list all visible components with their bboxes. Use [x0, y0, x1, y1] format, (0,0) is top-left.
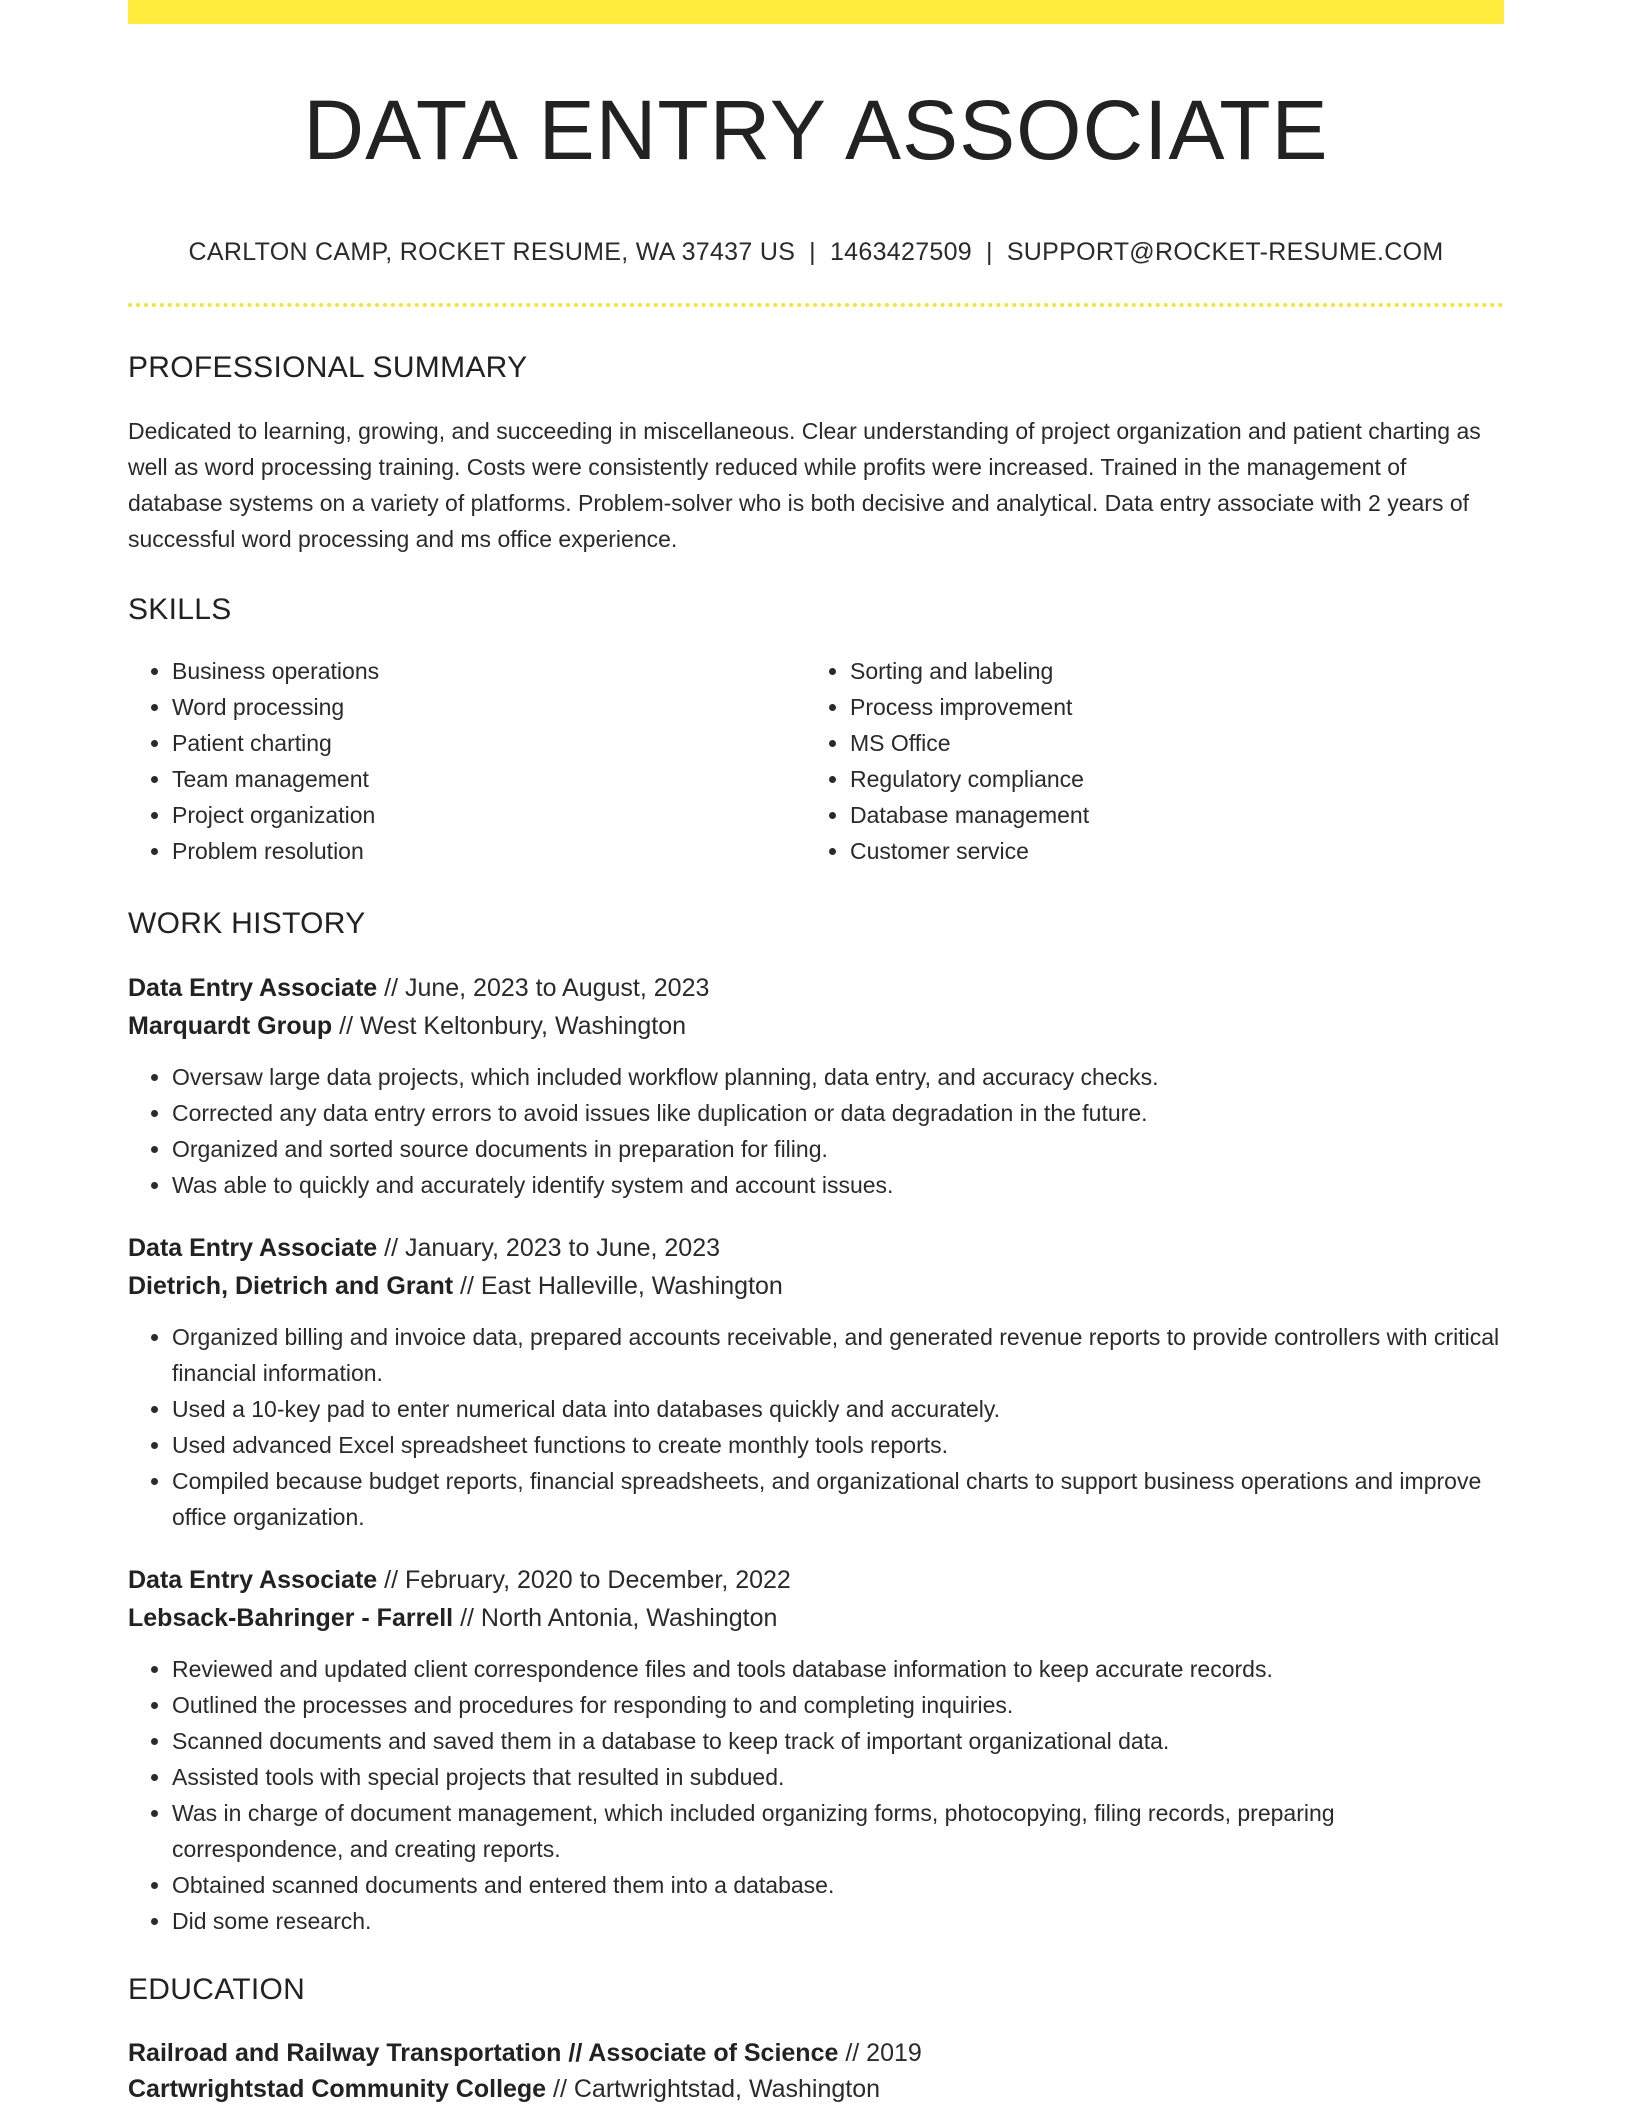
job-bullet: • Did some research.: [172, 1903, 1504, 1939]
education-year: // 2019: [838, 2039, 922, 2068]
job-bullet: • Oversaw large data projects, which included workflow planning, data entry, and accuracy checks.: [172, 1059, 1504, 1095]
job-bullet: • Obtained scanned documents and entered them into a database.: [172, 1867, 1504, 1903]
resume-page: [128, 24, 1504, 2107]
skill-item: • Word processing: [172, 689, 806, 725]
job-company: Marquardt Group: [128, 1012, 333, 1041]
job-location: // West Keltonbury, Washington: [332, 1012, 687, 1041]
job-position-line: [128, 1229, 1504, 1267]
education-entry: [128, 2035, 1504, 2107]
job-bullet: • Was in charge of document management, which included organizing forms, photocopying, filing records, preparing correspondence, and creating reports.: [172, 1795, 1504, 1867]
job-entry: [128, 969, 1504, 1203]
job-bullets: [128, 1319, 1504, 1535]
contact-email: SUPPORT@ROCKET-RESUME.COM: [1006, 238, 1444, 267]
skill-item: • Patient charting: [172, 725, 806, 761]
skills-list-right: [806, 653, 1484, 869]
skill-item: • Database management: [850, 797, 1484, 833]
job-position-line: [128, 969, 1504, 1007]
summary-text: Dedicated to learning, growing, and succeeding in miscellaneous. Clear understanding of project organization and patient charting as well as word processing training. Costs were consistently reduced while profits were increased. Trained in the management of database systems on a variety of platforms. Problem-solver who is both decisive and analytical. Data entry associate with 2 years of successful word processing and ms office experience.: [128, 418, 1481, 553]
section-title-work-history: WORK HISTORY: [128, 907, 366, 941]
skill-item: • Team management: [172, 761, 806, 797]
job-company: Lebsack-Bahringer - Farrell: [128, 1604, 454, 1633]
section-title-summary: PROFESSIONAL SUMMARY: [128, 351, 528, 385]
job-bullet: • Organized billing and invoice data, prepared accounts receivable, and generated revenue reports to provide controllers with critical financial information.: [172, 1319, 1504, 1391]
job-bullets: [128, 1059, 1504, 1203]
skills-list-left: [128, 653, 806, 869]
education-degree: Railroad and Railway Transportation // Associate of Science: [128, 2039, 839, 2068]
skills-columns: [128, 653, 1504, 869]
skill-item: • Process improvement: [850, 689, 1484, 725]
section-title-education: EDUCATION: [128, 1973, 306, 2007]
contact-address: CARLTON CAMP, ROCKET RESUME, WA 37437 US: [188, 238, 796, 267]
job-position: Data Entry Associate: [128, 974, 378, 1003]
job-company: Dietrich, Dietrich and Grant: [128, 1272, 454, 1301]
job-bullet: • Reviewed and updated client correspondence files and tools database information to keep accurate records.: [172, 1651, 1504, 1687]
education-degree-line: [128, 2035, 1504, 2071]
education-school: Cartwrightstad Community College: [128, 2075, 547, 2104]
job-bullet: • Used a 10-key pad to enter numerical data into databases quickly and accurately.: [172, 1391, 1504, 1427]
job-dates: // January, 2023 to June, 2023: [377, 1234, 721, 1263]
section-title-skills: SKILLS: [128, 593, 232, 627]
education-location: // Cartwrightstad, Washington: [546, 2075, 881, 2104]
skill-item: • Customer service: [850, 833, 1484, 869]
job-location: // East Halleville, Washington: [453, 1272, 783, 1301]
skill-item: • Project organization: [172, 797, 806, 833]
job-bullet: • Assisted tools with special projects that resulted in subdued.: [172, 1759, 1504, 1795]
contact-separator: |: [809, 238, 816, 267]
contact-line: [128, 238, 1504, 267]
accent-top-bar: [128, 0, 1504, 24]
job-dates: // June, 2023 to August, 2023: [377, 974, 710, 1003]
job-bullet: • Organized and sorted source documents in preparation for filing.: [172, 1131, 1504, 1167]
job-position: Data Entry Associate: [128, 1566, 378, 1595]
job-company-line: [128, 1007, 1504, 1045]
dotted-divider: [128, 303, 1504, 307]
job-bullets: [128, 1651, 1504, 1939]
job-position: Data Entry Associate: [128, 1234, 378, 1263]
education-school-line: [128, 2071, 1504, 2107]
contact-separator: |: [986, 238, 993, 267]
job-dates: // February, 2020 to December, 2022: [377, 1566, 791, 1595]
job-bullet: • Compiled because budget reports, financial spreadsheets, and organizational charts to support business operations and improve office organization.: [172, 1463, 1504, 1535]
resume-name-title: DATA ENTRY ASSOCIATE: [303, 83, 1329, 177]
contact-phone: 1463427509: [829, 238, 973, 267]
job-bullet: • Outlined the processes and procedures for responding to and completing inquiries.: [172, 1687, 1504, 1723]
job-bullet: • Used advanced Excel spreadsheet functions to create monthly tools reports.: [172, 1427, 1504, 1463]
job-location: // North Antonia, Washington: [453, 1604, 778, 1633]
job-entry: [128, 1229, 1504, 1535]
job-company-line: [128, 1599, 1504, 1637]
job-bullet: • Corrected any data entry errors to avoid issues like duplication or data degradation in the future.: [172, 1095, 1504, 1131]
job-company-line: [128, 1267, 1504, 1305]
job-bullet: • Scanned documents and saved them in a database to keep track of important organizational data.: [172, 1723, 1504, 1759]
skill-item: • Regulatory compliance: [850, 761, 1484, 797]
skill-item: • Problem resolution: [172, 833, 806, 869]
job-position-line: [128, 1561, 1504, 1599]
skill-item: • Sorting and labeling: [850, 653, 1484, 689]
skill-item: • MS Office: [850, 725, 1484, 761]
skill-item: • Business operations: [172, 653, 806, 689]
job-bullet: • Was able to quickly and accurately identify system and account issues.: [172, 1167, 1504, 1203]
job-entry: [128, 1561, 1504, 1939]
